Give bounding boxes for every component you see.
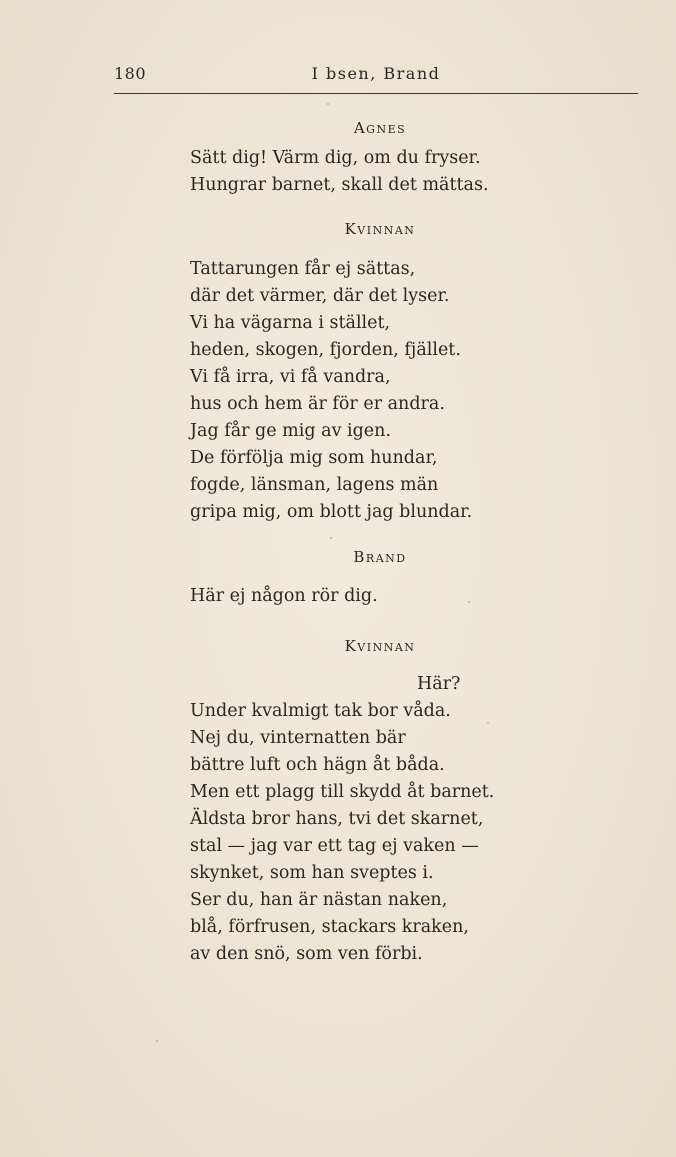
running-title: I bsen, Brand [311, 64, 441, 83]
verse-block [190, 583, 378, 610]
verse-line: bättre luft och hägn åt båda. [190, 755, 445, 775]
paper-speck [468, 601, 470, 603]
verse-line: Hungrar barnet, skall det mättas. [190, 175, 489, 195]
verse-line: där det värmer, där det lyser. [190, 286, 450, 306]
verse-block [190, 671, 494, 968]
header-rule [114, 93, 638, 94]
verse-line: Men ett plagg till skydd åt barnet. [190, 782, 495, 802]
verse-line: Vi få irra, vi få vandra, [190, 367, 391, 387]
verse-line: Äldsta bror hans, tvi det skarnet, [190, 809, 484, 829]
verse-line: blå, förfrusen, stackars kraken, [190, 917, 469, 937]
verse-line: Jag får ge mig av igen. [190, 421, 392, 441]
speaker-name: Agnes [353, 119, 407, 137]
verse-line: Här ej någon rör dig. [190, 586, 378, 606]
speaker-name: Brand [353, 548, 407, 566]
verse-block [190, 256, 472, 526]
verse-block [190, 145, 489, 199]
verse-line: av den snö, som ven förbi. [190, 944, 423, 964]
verse-line: heden, skogen, fjorden, fjället. [190, 340, 461, 360]
verse-line: De förfölja mig som hundar, [190, 448, 438, 468]
verse-line-continuation: Här? [417, 674, 461, 694]
verse-line: fogde, länsman, lagens män [190, 475, 439, 495]
verse-line: hus och hem är för er andra. [190, 394, 445, 414]
verse-line: Sätt dig! Värm dig, om du fryser. [190, 148, 481, 168]
verse-line: stal — jag var ett tag ej vaken — [190, 836, 479, 856]
paper-speck [487, 722, 489, 724]
page-header [114, 64, 638, 90]
paper-speck [156, 1040, 158, 1042]
verse-line: Vi ha vägarna i stället, [190, 313, 391, 333]
speaker-name: Kvinnan [344, 637, 416, 655]
verse-line: Ser du, han är nästan naken, [190, 890, 448, 910]
verse-line: Nej du, vinternatten bär [190, 728, 406, 748]
page-number: 180 [114, 64, 147, 83]
verse-line: gripa mig, om blott jag blundar. [190, 502, 473, 522]
speaker-name: Kvinnan [344, 220, 416, 238]
verse-line: Tattarungen får ej sättas, [190, 259, 416, 279]
paper-speck [330, 537, 332, 539]
verse-line: skynket, som han sveptes i. [190, 863, 434, 883]
paper-speck [327, 103, 329, 105]
verse-line: Under kvalmigt tak bor våda. [190, 701, 451, 721]
